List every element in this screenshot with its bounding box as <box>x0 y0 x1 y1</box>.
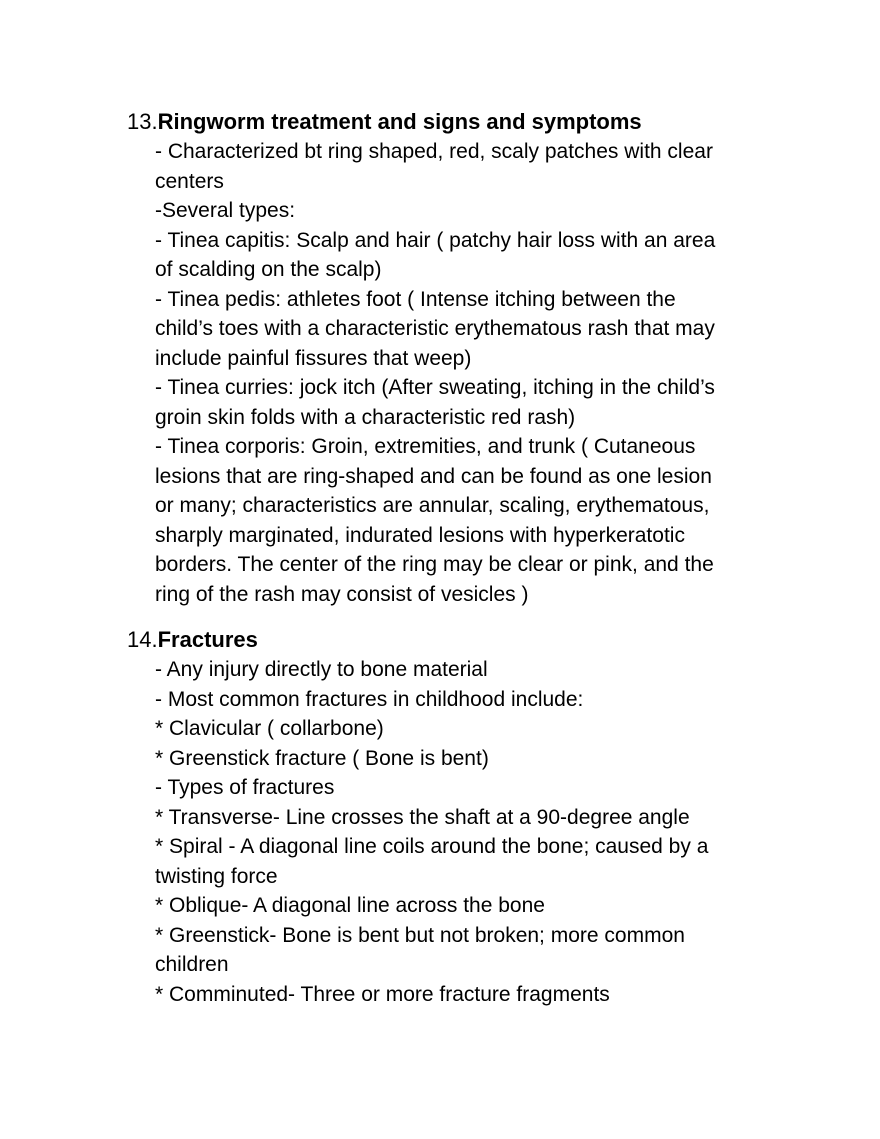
section-number: 14. <box>127 627 158 652</box>
text-line: children <box>155 953 229 976</box>
text-line: twisting force <box>155 864 278 888</box>
section-title: Fractures <box>157 627 258 652</box>
text-line: sharply marginated, indurated lesions with hyperkeratotic <box>155 523 685 547</box>
section-ringworm <box>127 107 807 609</box>
text-line: - Types of fractures <box>155 776 335 799</box>
text-line: * Spiral - A diagonal line coils around the bone; caused by a <box>155 835 709 858</box>
section-body <box>127 137 807 609</box>
text-line: include painful fissures that weep) <box>155 346 472 370</box>
text-line: borders. The center of the ring may be clear or pink, and the <box>155 553 714 576</box>
text-line: lesions that are ring-shaped and can be found as one lesion <box>155 464 712 488</box>
section-fractures <box>127 625 807 1009</box>
text-line: groin skin folds with a characteristic red rash) <box>155 405 576 429</box>
section-heading <box>127 107 807 137</box>
text-line: - Tinea corporis: Groin, extremities, and trunk ( Cutaneous <box>155 435 696 458</box>
text-line: * Comminuted- Three or more fracture fragments <box>155 982 610 1006</box>
text-line: * Oblique- A diagonal line across the bone <box>155 894 545 917</box>
text-line: - Any injury directly to bone material <box>155 658 488 681</box>
text-line: ring of the rash may consist of vesicles ) <box>155 582 529 606</box>
text-line: centers <box>155 169 224 193</box>
section-heading <box>127 625 807 655</box>
text-line: - Tinea capitis: Scalp and hair ( patchy hair loss with an area <box>155 228 716 252</box>
text-line: - Tinea pedis: athletes foot ( Intense itching between the <box>155 287 676 311</box>
text-line: - Characterized bt ring shaped, red, scaly patches with clear <box>155 140 713 163</box>
text-line: * Greenstick fracture ( Bone is bent) <box>155 746 489 770</box>
text-line: child’s toes with a characteristic erythematous rash that may <box>155 317 715 340</box>
text-line: or many; characteristics are annular, scaling, erythematous, <box>155 494 710 517</box>
section-body <box>127 655 807 1009</box>
section-number: 13. <box>127 109 158 134</box>
text-line: of scalding on the scalp) <box>155 258 382 281</box>
section-title: Ringworm treatment and signs and symptoms <box>157 109 642 134</box>
text-line: - Most common fractures in childhood include: <box>155 687 584 711</box>
text-line: * Clavicular ( collarbone) <box>155 717 384 740</box>
text-line: -Several types: <box>155 199 296 222</box>
text-line: - Tinea curries: jock itch (After sweating, itching in the child’s <box>155 376 715 399</box>
text-line: * Greenstick- Bone is bent but not broken; more common <box>155 923 685 947</box>
text-line: * Transverse- Line crosses the shaft at a 90-degree angle <box>155 805 690 829</box>
